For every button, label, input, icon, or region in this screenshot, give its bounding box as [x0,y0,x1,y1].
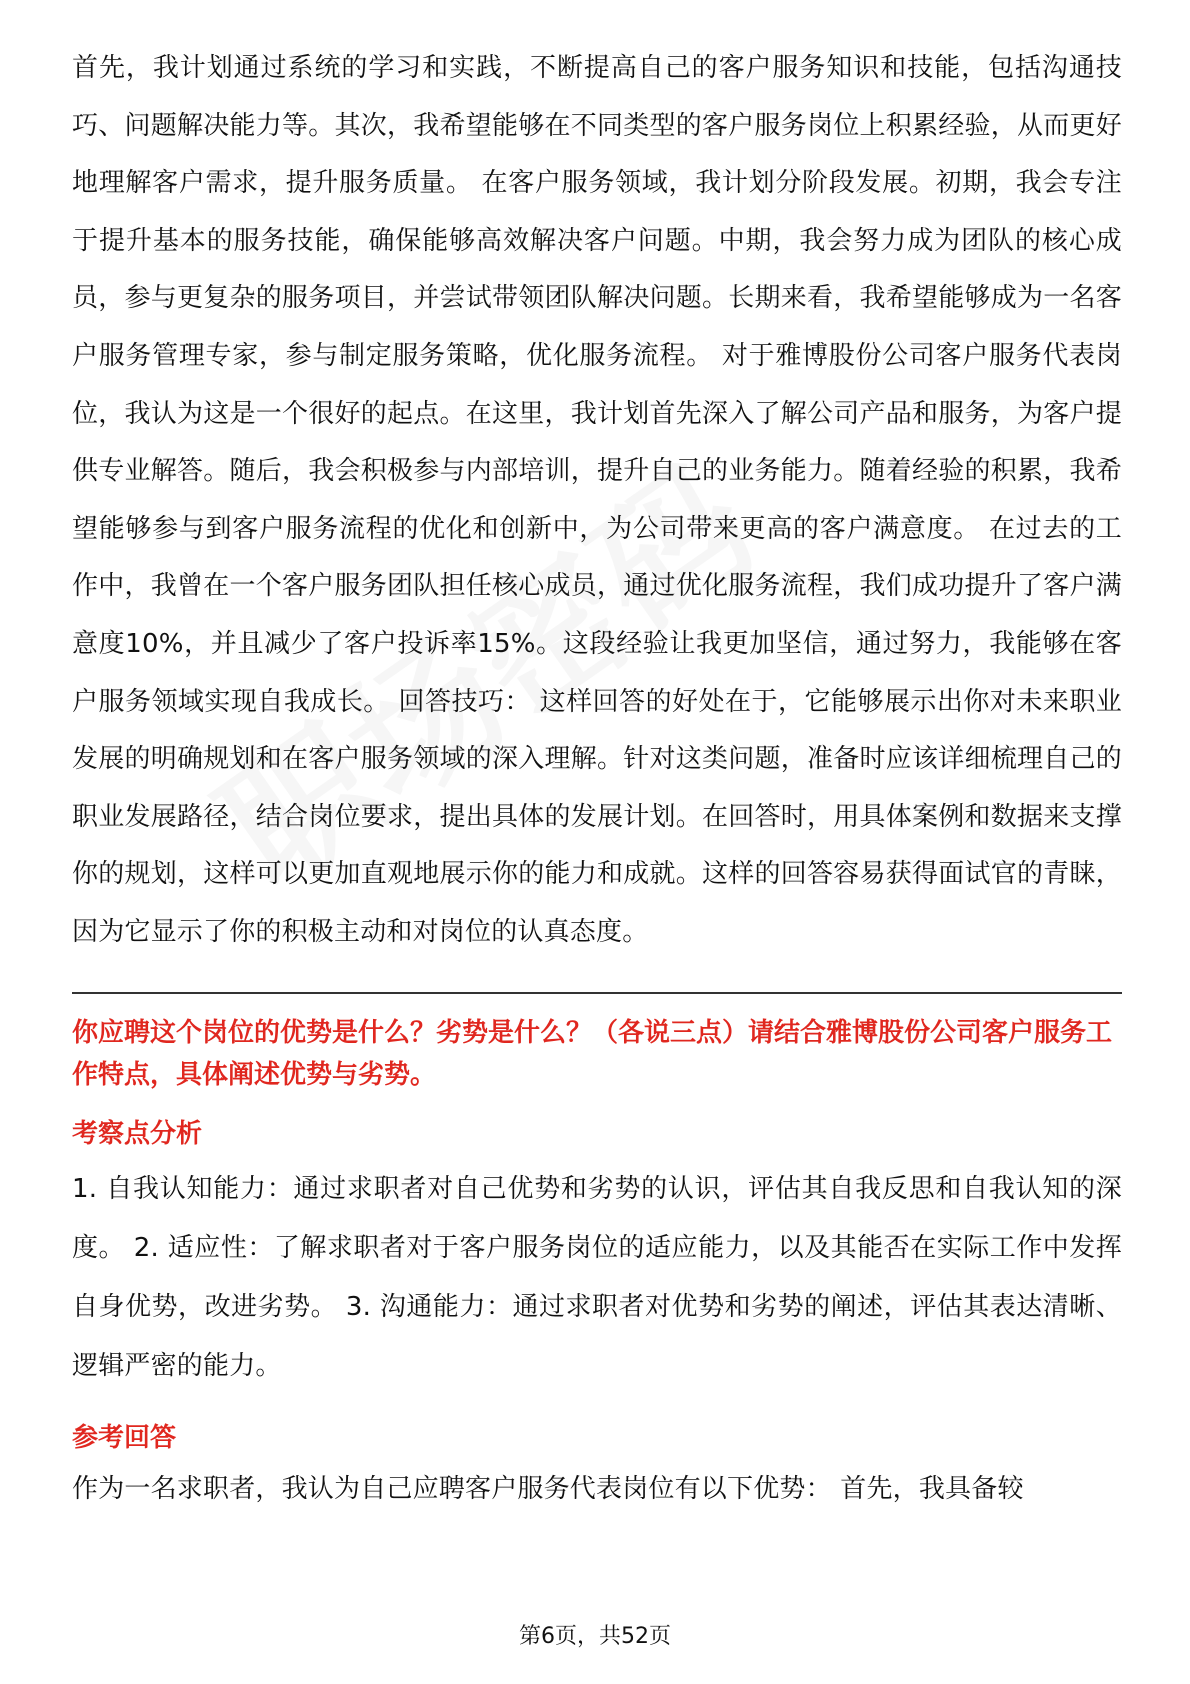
question-title: 你应聘这个岗位的优势是什么？劣势是什么？（各说三点）请结合雅博股份公司客户服务工作特点，具体阐述优势与劣势。 [72,1017,1113,1090]
analysis-text: 1. 自我认知能力：通过求职者对自己优势和劣势的认识，评估其自我反思和自我认知的深度。 2. 适应性：了解求职者对于客户服务岗位的适应能力，以及其能否在实际工作中发挥自身优势，改进劣势。 3. 沟通能力：通过求职者对优势和劣势的阐述，评估其表达清晰、逻辑严密的能力。 [72,1173,1122,1381]
reference-text: 作为一名求职者，我认为自己应聘客户服务代表岗位有以下优势： 首先，我具备较 [72,1473,1024,1504]
page-footer: 第6页，共52页 [519,1624,671,1649]
analysis-heading: 考察点分析 [72,1118,203,1149]
section-divider [72,992,1122,994]
reference-heading: 参考回答 [72,1422,177,1453]
intro-paragraph: 首先，我计划通过系统的学习和实践，不断提高自己的客户服务知识和技能，包括沟通技巧、问题解决能力等。其次，我希望能够在不同类型的客户服务岗位上积累经验，从而更好地理解客户需求，提升服务质量。 在客户服务领域，我计划分阶段发展。初期，我会专注于提升基本的服务技能，确保能够高效解决客户问题。中期，我会努力成为团队的核心成员，参与更复杂的服务项目，并尝试带领团队解决问题。长期来看，我希望能够成为一名客户服务管理专家，参与制定服务策略，优化服务流程。 对于雅博股份公司客户服务代表岗位，我认为这是一个很好的起点。在这里，我计划首先深入了解公司产品和服务，为客户提供专业解答。随后，我会积极参与内部培训，提升自己的业务能力。随着经验的积累，我希望能够参与到客户服务流程的优化和创新中，为公司带来更高的客户满意度。 在过去的工作中，我曾在一个客户服务团队担任核心成员，通过优化服务流程，我们成功提升了客户满意度10%，并且减少了客户投诉率15%。这段经验让我更加坚信，通过努力，我能够在客户服务领域实现自我成长。 回答技巧： 这样回答的好处在于，它能够展示出你对未来职业发展的明确规划和在客户服务领域的深入理解。针对这类问题，准备时应该详细梳理自己的职业发展路径，结合岗位要求，提出具体的发展计划。在回答时，用具体案例和数据来支撑你的规划，这样可以更加直观地展示你的能力和成就。这样的回答容易获得面试官的青睐，因为它显示了你的积极主动和对岗位的认真态度。 [72,53,1122,947]
page-content [72,40,1122,1514]
